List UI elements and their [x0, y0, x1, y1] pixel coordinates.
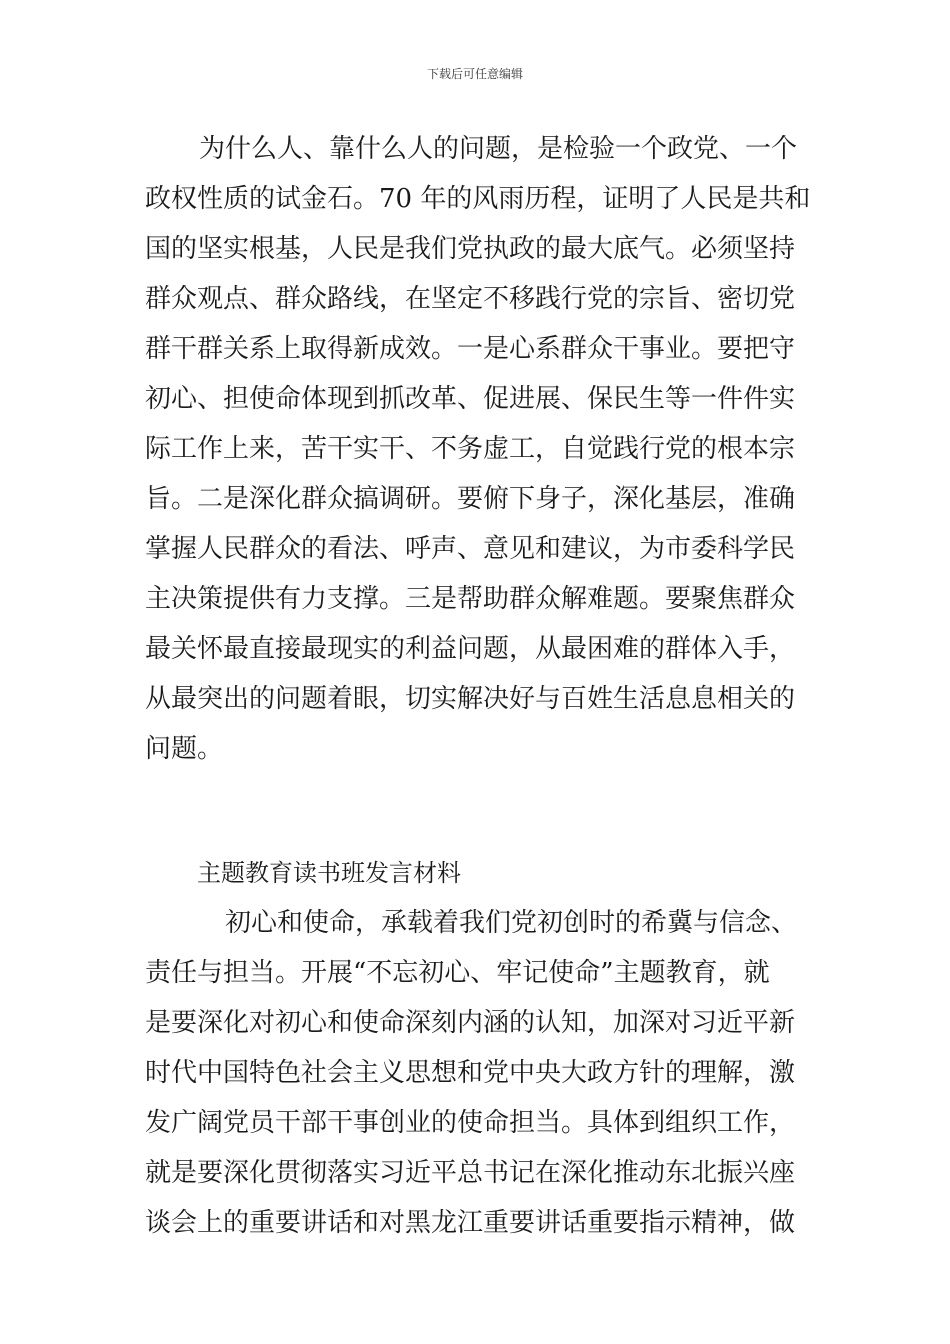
- paragraph-line: 是要深化对初心和使命深刻内涵的认知，加深对习近平新: [145, 1008, 796, 1038]
- paragraph-line: 群干群关系上取得新成效。一是心系群众干事业。要把守: [145, 334, 796, 364]
- paragraph-line: 初心、担使命体现到抓改革、促进展、保民生等一件件实: [145, 384, 796, 414]
- paragraph-1: [145, 124, 810, 774]
- paragraph-line: 国的坚实根基，人民是我们党执政的最大底气。必须坚持: [145, 234, 796, 264]
- paragraph-2: [145, 898, 810, 1248]
- paragraph-line: 就是要深化贯彻落实习近平总书记在深化推动东北振兴座: [145, 1158, 796, 1188]
- paragraph-line: 政权性质的试金石。70 年的风雨历程，证明了人民是共和: [145, 184, 810, 214]
- paragraph-line: 时代中国特色社会主义思想和党中央大政方针的理解，激: [145, 1058, 796, 1088]
- paragraph-line: 从最突出的问题着眼，切实解决好与百姓生活息息相关的: [145, 684, 796, 714]
- document-body: [145, 124, 810, 1248]
- paragraph-line: 旨。二是深化群众搞调研。要俯下身子，深化基层，准确: [145, 484, 796, 514]
- paragraph-line: 发广阔党员干部干事创业的使命担当。具体到组织工作，: [145, 1108, 796, 1138]
- paragraph-line: 最关怀最直接最现实的利益问题，从最困难的群体入手，: [145, 634, 796, 664]
- paragraph-line: 掌握人民群众的看法、呼声、意见和建议，为市委科学民: [145, 534, 796, 564]
- paragraph-line: 主决策提供有力支撑。三是帮助群众解难题。要聚焦群众: [145, 584, 796, 614]
- header-note: 下载后可任意编辑: [426, 67, 523, 81]
- section-title: 主题教育读书班发言材料: [197, 859, 461, 887]
- paragraph-line: 初心和使命，承载着我们党初创时的希冀与信念、: [225, 908, 798, 938]
- paragraph-line: 群众观点、群众路线，在坚定不移践行党的宗旨、密切党: [145, 284, 796, 314]
- paragraph-line: 责任与担当。开展“不忘初心、牢记使命”主题教育，就: [145, 958, 770, 988]
- section-spacer: [145, 774, 810, 848]
- paragraph-line: 问题。: [145, 734, 224, 764]
- paragraph-line: 际工作上来，苦干实干、不务虚工，自觉践行党的根本宗: [145, 434, 796, 464]
- paragraph-line: 谈会上的重要讲话和对黑龙江重要讲话重要指示精神，做: [145, 1208, 796, 1238]
- paragraph-line: 为什么人、靠什么人的问题，是检验一个政党、一个: [199, 134, 798, 164]
